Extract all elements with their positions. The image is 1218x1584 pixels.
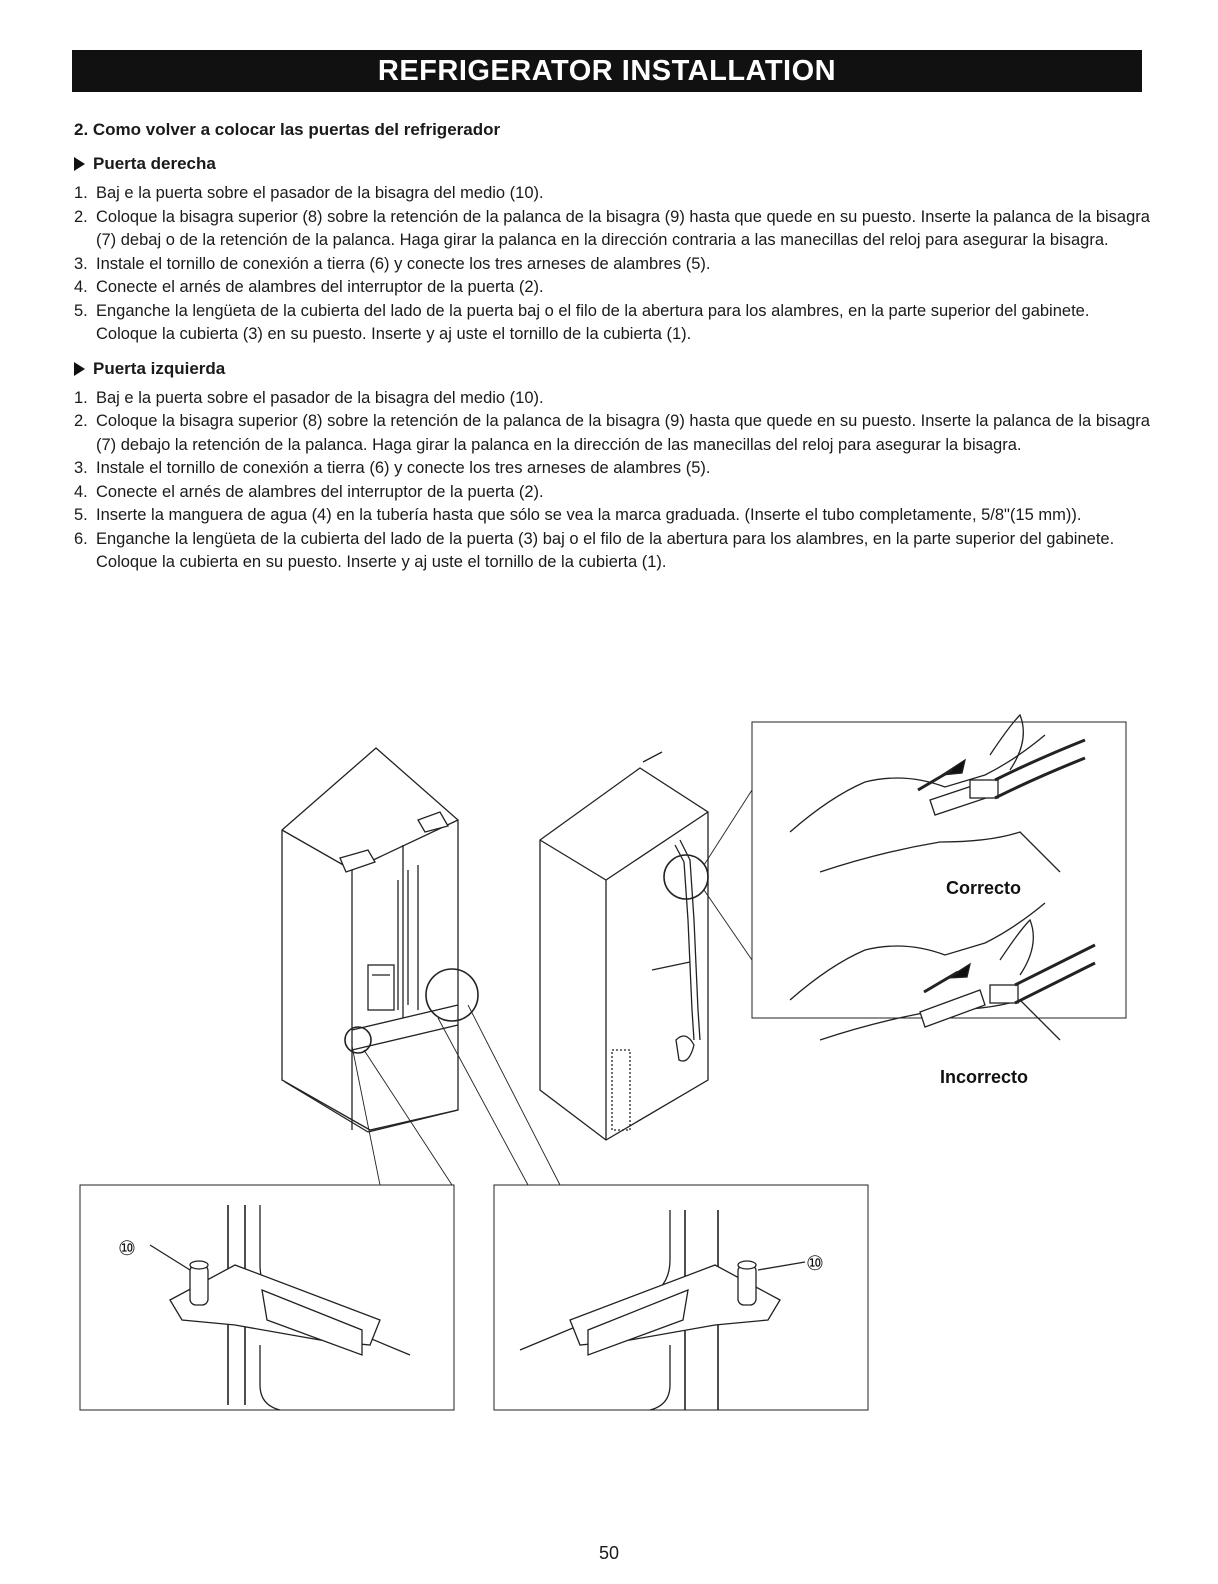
step-text: Instale el tornillo de conexión a tierra (6) y conecte los tres arneses de alambres (5). (96, 254, 711, 273)
right-door-title: Puerta derecha (93, 154, 216, 173)
incorrect-hose-illustration (790, 903, 1095, 1040)
step-text: Enganche la lengüeta de la cubierta del lado de la puerta baj o el filo de la abertura para los alambres, en la parte superior del gabinete. Coloque la cubierta (3) en su puesto. Inserte y aj uste el tornillo de la cubierta (1). (96, 301, 1090, 343)
step-text: Baj e la puerta sobre el pasador de la bisagra del medio (10). (96, 184, 544, 202)
step-text: Coloque la bisagra superior (8) sobre la retención de la palanca de la bisagra (9) hasta que quede en su puesto. Inserte la palanca de la bisagra (7) debajo la retención de la palanca. Haga girar la palanca en la dirección de las manecillas del reloj para asegurar la bisagra. (96, 412, 1150, 454)
step-number: 5. (74, 506, 88, 524)
step-number: 2. (74, 412, 88, 430)
step-text: Coloque la bisagra superior (8) sobre la retención de la palanca de la bisagra (9) hasta que quede en su puesto. Inserte la palanca de la bisagra (7) debaj o de la retención de la palanca. Haga girar la palanca en la dirección contraria a las manecillas del reloj para asegurar la bisagra. (96, 207, 1150, 249)
callout-10-right: ⑩ (806, 1251, 824, 1275)
step-text: Inserte la manguera de agua (4) en la tubería hasta que sólo se vea la marca graduada. (Inserte el tubo completamente, 5/8"(15 mm)). (96, 506, 1082, 524)
callout-10-left: ⑩ (118, 1236, 136, 1260)
refrigerator-back-illustration (540, 752, 708, 1140)
step-number: 3. (74, 254, 88, 273)
incorrect-label: Incorrecto (940, 1067, 1029, 1087)
left-door-title: Puerta izquierda (93, 358, 226, 378)
step-text: Instale el tornillo de conexión a tierra (6) y conecte los tres arneses de alambres (5). (96, 459, 711, 477)
step-number: 1. (74, 184, 88, 202)
correct-label: Correcto (946, 878, 1022, 898)
hose-connection-inset (752, 715, 1126, 1087)
correct-hose-illustration (790, 715, 1085, 872)
left-hinge-inset (80, 1185, 454, 1410)
step-text: Conecte el arnés de alambres del interruptor de la puerta (2). (96, 482, 544, 501)
step-number: 4. (74, 278, 88, 296)
page-banner-title: REFRIGERATOR INSTALLATION (72, 50, 1142, 92)
step-number: 1. (74, 388, 88, 407)
page-number: 50 (598, 1543, 620, 1563)
step-text: Conecte el arnés de alambres del interruptor de la puerta (2). (96, 278, 544, 296)
step-number: 5. (74, 301, 88, 320)
step-number: 2. (74, 207, 88, 226)
step-text: Baj e la puerta sobre el pasador de la bisagra del medio (10). (96, 388, 544, 407)
step-text: Enganche la lengüeta de la cubierta del lado de la puerta (3) baj o el filo de la abertura para los alambres, en la parte superior del gabinete. Coloque la cubierta en su puesto. Inserte y aj uste el tornillo de la cubierta (1). (96, 529, 1115, 571)
step-number: 3. (74, 459, 88, 477)
right-hinge-inset (494, 1185, 868, 1410)
step-number: 4. (74, 482, 88, 501)
step-number: 6. (74, 529, 88, 548)
section-heading: 2. Como volver a colocar las puertas del refrigerador (74, 120, 501, 139)
